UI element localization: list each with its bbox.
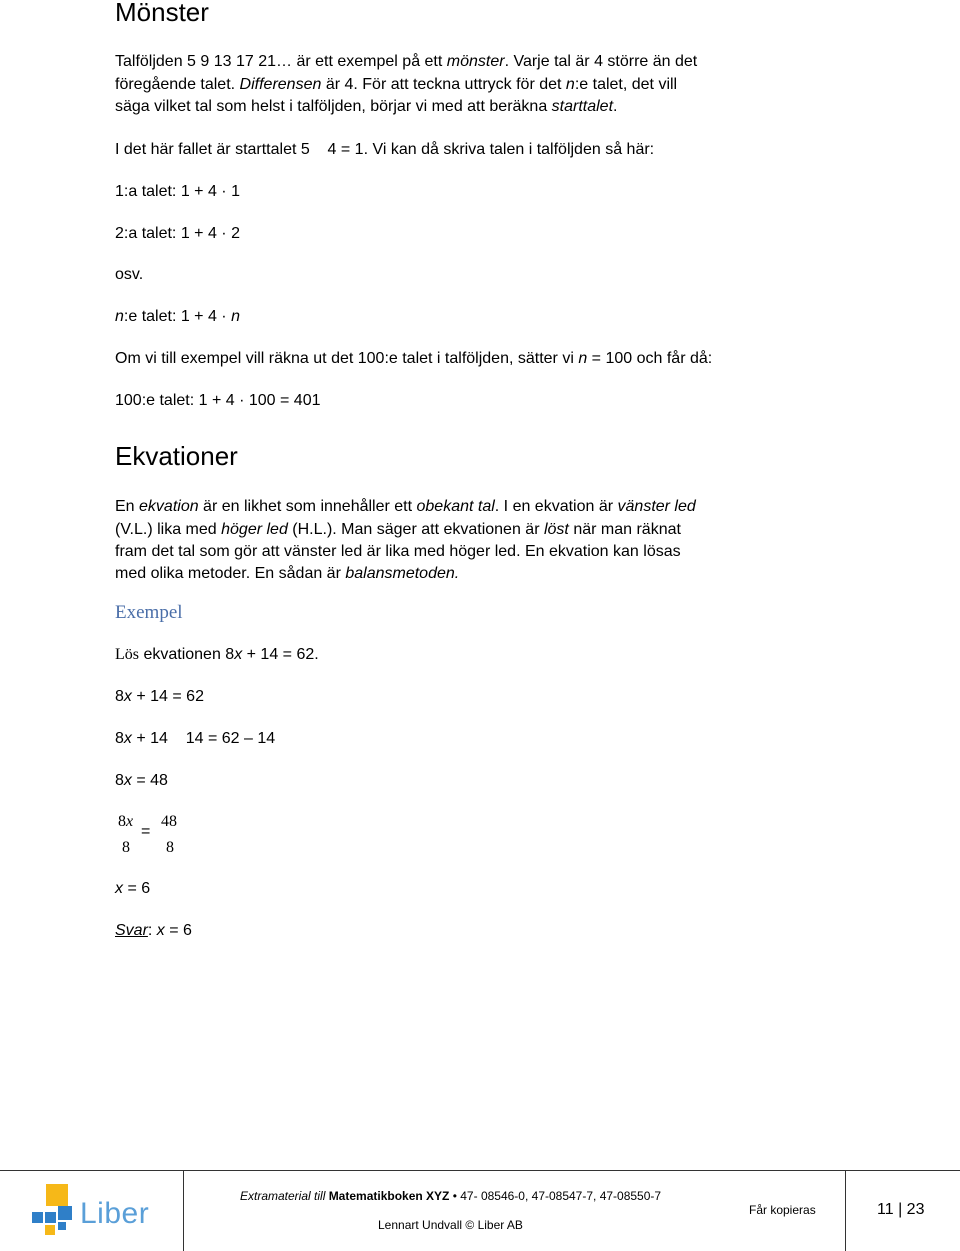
sequence-nth-term: n:e talet: 1 + 4 · n	[115, 308, 240, 325]
footer-divider-left	[183, 1170, 184, 1251]
footer-author: Lennart Undvall © Liber AB	[378, 1218, 523, 1232]
equation-step-3: 8x = 48	[115, 772, 168, 789]
paragraph-line: (V.L.) lika med höger led (H.L.). Man säger att ekvationen är löst när man räknat	[115, 521, 681, 538]
paragraph-line: Talföljden 5 9 13 17 21… är ett exempel på ett mönster. Varje tal är 4 större än det	[115, 53, 698, 70]
fraction-left-denominator: 8	[122, 839, 130, 856]
paragraph-line: säga vilket tal som helst i talföljden, börjar vi med att beräkna starttalet.	[115, 98, 618, 115]
equation-step-1: 8x + 14 = 62	[115, 688, 204, 705]
paragraph-line: En ekvation är en likhet som innehåller ett obekant tal. I en ekvation är vänster led	[115, 498, 696, 515]
equation-solution: x = 6	[115, 880, 151, 897]
footer-divider-right	[845, 1170, 846, 1251]
fraction-right-numerator: 48	[161, 813, 177, 830]
section-title-monster: Mönster	[115, 0, 209, 27]
sequence-etc: osv.	[115, 266, 144, 283]
paragraph-100th: Om vi till exempel vill räkna ut det 100:e talet i talföljden, sätter vi n = 100 och får då:	[115, 350, 713, 367]
equation-answer: Svar: x = 6	[115, 922, 192, 939]
example-task: Lös ekvationen 8x + 14 = 62.	[115, 646, 319, 663]
footer-copy-note: Får kopieras	[749, 1203, 816, 1217]
fraction-right-denominator: 8	[166, 839, 174, 856]
footer-book-info: Extramaterial till Matematikboken XYZ • 47- 08546-0, 47-08547-7, 47-08550-7	[240, 1189, 662, 1203]
paragraph-line: med olika metoder. En sådan är balansmetoden.	[115, 565, 460, 582]
paragraph-line: fram det tal som gör att vänster led är lika med höger led. En ekvation kan lösas	[115, 543, 681, 560]
fraction-equals: =	[141, 823, 151, 840]
liber-logo-icon	[28, 1180, 76, 1240]
footer-divider	[0, 1170, 960, 1171]
example-heading: Exempel	[115, 602, 183, 623]
page-number: 11 | 23	[877, 1201, 925, 1218]
paragraph-line: föregående talet. Differensen är 4. För att teckna uttryck för det n:e talet, det vill	[115, 76, 678, 93]
sequence-first-term: 1:a talet: 1 + 4 · 1	[115, 183, 240, 200]
sequence-second-term: 2:a talet: 1 + 4 · 2	[115, 225, 240, 242]
section-title-ekvationer: Ekvationer	[115, 441, 238, 471]
sequence-100th-term: 100:e talet: 1 + 4 · 100 = 401	[115, 392, 321, 409]
paragraph-start-value: I det här fallet är starttalet 5 4 = 1. Vi kan då skriva talen i talföljden så här:	[115, 141, 655, 158]
equation-step-2: 8x + 14 14 = 62 – 14	[115, 730, 276, 747]
fraction-left-numerator: 8x	[118, 813, 134, 830]
liber-logo-text: Liber	[80, 1197, 150, 1230]
